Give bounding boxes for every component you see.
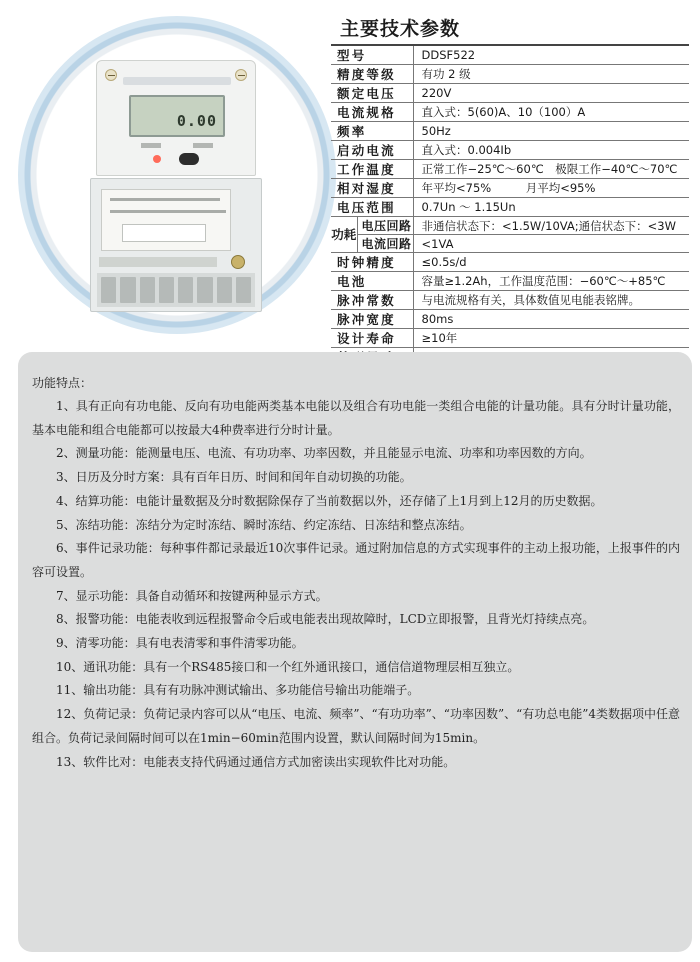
seal-icon — [231, 255, 245, 269]
product-photo — [18, 16, 336, 334]
feature-item: 2、测量功能：能测量电压、电流、有功功率、功率因数，并且能显示电流、功率和功率因数的方向。 — [56, 446, 592, 461]
spec-row — [331, 160, 689, 179]
spec-value: 80ms — [413, 310, 689, 329]
spec-value: ≤0.5s/d — [413, 253, 689, 272]
feature-item: 1、具有正向有功电能、反向有功电能两类基本电能以及组合有功电能一类组合电能的计量功能。具有分时计量功能，基本电能和组合电能都可以按最大4种费率进行分时计量。 — [32, 399, 680, 437]
spec-row — [331, 291, 689, 310]
spec-key: 脉冲宽度 — [331, 310, 413, 329]
nameplate-footer — [99, 257, 217, 267]
feature-item: 3、日历及分时方案：具有百年日历、时间和闰年自动切换的功能。 — [56, 470, 412, 485]
spec-value: DDSF522 — [413, 45, 689, 65]
feature-item: 9、清零功能：具有电表清零和事件清零功能。 — [56, 636, 304, 651]
spec-title: 主要技术参数 — [340, 18, 461, 40]
spec-row — [331, 141, 689, 160]
spec-table — [331, 44, 689, 387]
spec-value: <1VA — [413, 235, 689, 253]
spec-row — [331, 272, 689, 291]
spec-key: 设计寿命 — [331, 329, 413, 348]
meter-lcd — [129, 95, 225, 137]
spec-value: 直入式：0.004Ib — [413, 141, 689, 160]
spec-key: 型号 — [331, 45, 413, 65]
features-list — [32, 395, 680, 774]
spec-key: 电压范围 — [331, 198, 413, 217]
spec-row-power — [331, 217, 689, 235]
spec-key: 频率 — [331, 122, 413, 141]
feature-item: 8、报警功能：电能表收到远程报警命令后或电能表出现故障时，LCD立即报警，且背光灯持续点亮。 — [56, 612, 595, 627]
feature-item: 7、显示功能：具备自动循环和按键两种显示方式。 — [56, 588, 328, 603]
spec-value: 50Hz — [413, 122, 689, 141]
spec-value: 年平均<75% 月平均<95% — [413, 179, 689, 198]
spec-key: 启动电流 — [331, 141, 413, 160]
spec-key: 精度等级 — [331, 65, 413, 84]
spec-row — [331, 198, 689, 217]
feature-item: 4、结算功能：电能计量数据及分时数据除保存了当前数据以外，还存储了上1月到上12月的历史数据。 — [56, 493, 603, 508]
feature-item: 13、软件比对：电能表支持代码通过通信方式加密读出实现软件比对功能。 — [56, 754, 456, 769]
feature-item: 10、通讯功能：具有一个RS485接口和一个红外通讯接口，通信信道物理层相互独立。 — [56, 659, 520, 674]
spec-value: 非通信状态下：<1.5W/10VA;通信状态下：<3W — [413, 217, 689, 235]
spec-row — [331, 253, 689, 272]
spec-key: 相对湿度 — [331, 179, 413, 198]
meter-upper-cover — [96, 60, 256, 176]
spec-row-power — [331, 235, 689, 253]
meter-indicator-labels — [141, 143, 213, 151]
spec-value: 直入式：5(60)A、10（100）A — [413, 103, 689, 122]
screw-icon — [105, 69, 117, 81]
feature-item: 6、事件记录功能：每种事件都记录最近10次事件记录。通过附加信息的方式实现事件的主动上报功能，上报事件的内容可设置。 — [32, 541, 680, 579]
spec-row — [331, 103, 689, 122]
meter-logo-strip — [123, 77, 231, 85]
spec-value: 0.7Un ～ 1.15Un — [413, 198, 689, 217]
spec-row — [331, 310, 689, 329]
spec-row — [331, 65, 689, 84]
spec-key: 电流回路 — [357, 235, 413, 253]
spec-key: 工作温度 — [331, 160, 413, 179]
spec-key: 电流规格 — [331, 103, 413, 122]
meter-lower-cover — [90, 178, 262, 312]
spec-row — [331, 179, 689, 198]
spec-value: 容量≥1.2Ah，工作温度范围：−60℃～+85℃ — [413, 272, 689, 291]
spec-value: 有功 2 级 — [413, 65, 689, 84]
feature-item: 12、负荷记录：负荷记录内容可以从“电压、电流、频率”、“有功功率”、“功率因数”、“有功总电能”4类数据项中任意组合。负荷记录间隔时间可以在1min−60min范围内设置，默认间隔时间为15min。 — [32, 707, 680, 745]
spec-row — [331, 84, 689, 103]
spec-value: 正常工作−25℃～60℃ 极限工作−40℃～70℃ — [413, 160, 689, 179]
spec-value: 与电流规格有关，具体数值见电能表铭牌。 — [413, 291, 689, 310]
spec-key: 脉冲常数 — [331, 291, 413, 310]
spec-value: ≥10年 — [413, 329, 689, 348]
lcd-reading: 0.00 — [176, 112, 217, 130]
spec-value: 220V — [413, 84, 689, 103]
features-title: 功能特点： — [32, 376, 93, 390]
spec-row — [331, 122, 689, 141]
spec-group-power: 功耗 — [331, 217, 357, 253]
spec-row — [331, 45, 689, 65]
screw-icon — [235, 69, 247, 81]
spec-key: 电池 — [331, 272, 413, 291]
meter-terminals — [97, 273, 255, 307]
electric-meter-image — [96, 60, 256, 312]
spec-key: 时钟精度 — [331, 253, 413, 272]
spec-key: 额定电压 — [331, 84, 413, 103]
feature-item: 11、输出功能：具有有功脉冲测试输出、多功能信号输出功能端子。 — [56, 683, 420, 698]
spec-key: 电压回路 — [357, 217, 413, 235]
led-icon — [153, 155, 161, 163]
spec-row — [331, 329, 689, 348]
feature-item: 5、冻结功能：冻结分为定时冻结、瞬时冻结、约定冻结、日冻结和整点冻结。 — [56, 517, 472, 532]
meter-nameplate — [101, 189, 231, 251]
meter-button-icon — [179, 153, 199, 165]
